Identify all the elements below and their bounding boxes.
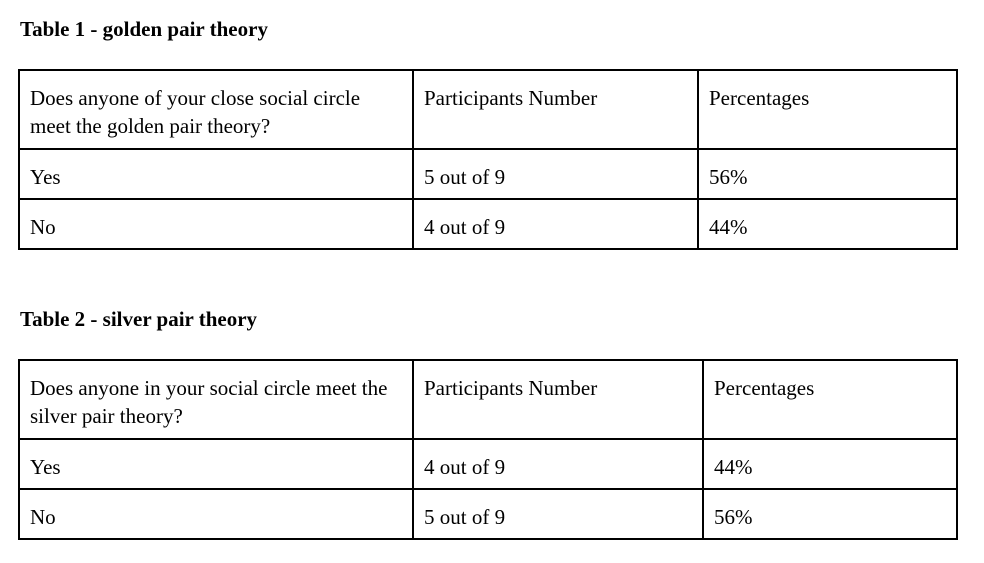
percentage-cell: 44% <box>703 439 957 489</box>
table-header-row <box>19 360 957 439</box>
percentage-cell: 44% <box>698 199 957 249</box>
percentages-header: Percentages <box>698 70 957 149</box>
participants-cell: 5 out of 9 <box>413 149 698 199</box>
answer-cell: No <box>19 199 413 249</box>
table-row <box>19 149 957 199</box>
table-header-row <box>19 70 957 149</box>
percentages-header: Percentages <box>703 360 957 439</box>
question-header: Does anyone in your social circle meet the silver pair theory? <box>19 360 413 439</box>
answer-cell: Yes <box>19 439 413 489</box>
participants-cell: 4 out of 9 <box>413 439 703 489</box>
participants-header: Participants Number <box>413 70 698 149</box>
table-1-caption: Table 1 - golden pair theory <box>20 17 268 41</box>
table-row <box>19 199 957 249</box>
table-row <box>19 439 957 489</box>
participants-header: Participants Number <box>413 360 703 439</box>
silver-pair-table <box>18 359 958 540</box>
question-header: Does anyone of your close social circle meet the golden pair theory? <box>19 70 413 149</box>
table-row <box>19 489 957 539</box>
percentage-cell: 56% <box>703 489 957 539</box>
table-2-caption: Table 2 - silver pair theory <box>20 307 258 331</box>
participants-cell: 4 out of 9 <box>413 199 698 249</box>
participants-cell: 5 out of 9 <box>413 489 703 539</box>
golden-pair-table <box>18 69 958 250</box>
percentage-cell: 56% <box>698 149 957 199</box>
answer-cell: Yes <box>19 149 413 199</box>
answer-cell: No <box>19 489 413 539</box>
